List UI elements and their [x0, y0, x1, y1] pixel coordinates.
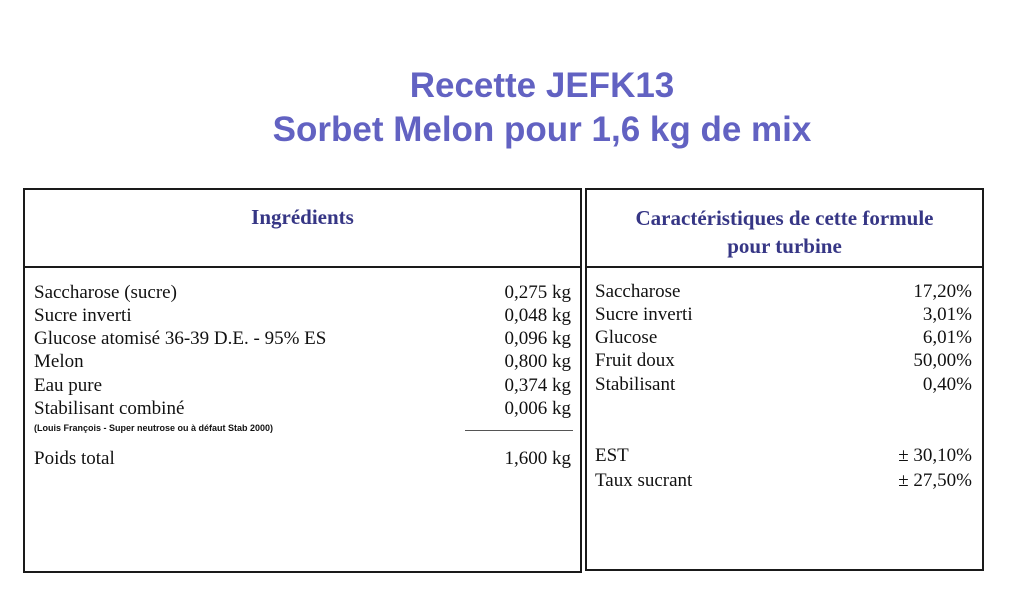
characteristics-heading-line2: pour turbine — [727, 234, 842, 258]
summary-value: ± 27,50% — [898, 470, 972, 491]
ingredient-row — [25, 350, 580, 373]
characteristic-row — [587, 303, 982, 326]
summary-row — [587, 444, 982, 467]
ingredient-qty: 0,275 kg — [504, 282, 571, 303]
characteristic-name: Stabilisant — [595, 374, 676, 395]
characteristic-name: Fruit doux — [595, 350, 675, 371]
characteristic-name: Saccharose — [595, 281, 681, 302]
ingredient-qty: 0,006 kg — [504, 398, 571, 419]
ingredients-heading: Ingrédients — [25, 190, 580, 268]
ingredient-row — [25, 327, 580, 350]
characteristic-value: 0,40% — [922, 374, 972, 395]
ingredient-qty: 0,374 kg — [504, 375, 571, 396]
recipe-subtitle: Sorbet Melon pour 1,6 kg de mix — [272, 110, 812, 149]
ingredient-qty: 0,800 kg — [504, 351, 571, 372]
summary-row — [587, 469, 982, 492]
characteristic-value: 17,20% — [913, 281, 972, 302]
characteristics-table — [585, 188, 984, 571]
ingredient-name: Sucre inverti — [34, 305, 132, 326]
characteristics-heading — [587, 190, 982, 268]
characteristic-row — [587, 280, 982, 303]
stabilizer-note: (Louis François - Super neutrose ou à défaut Stab 2000) — [34, 423, 274, 433]
ingredient-qty: 0,096 kg — [504, 328, 571, 349]
ingredient-name: Melon — [34, 351, 84, 372]
summary-value: ± 30,10% — [898, 445, 972, 466]
summary-name: EST — [595, 445, 629, 466]
ingredient-row — [25, 397, 580, 420]
ingredient-name: Eau pure — [34, 375, 103, 396]
characteristic-row — [587, 349, 982, 372]
characteristic-value: 50,00% — [913, 350, 972, 371]
characteristic-name: Glucose — [595, 327, 658, 348]
characteristic-row — [587, 373, 982, 396]
total-row — [25, 447, 580, 470]
ingredient-row — [25, 281, 580, 304]
ingredient-name: Glucose atomisé 36-39 D.E. - 95% ES — [34, 328, 327, 349]
characteristics-heading-line1: Caractéristiques de cette formule — [635, 206, 934, 230]
summary-name: Taux sucrant — [595, 470, 693, 491]
total-label: Poids total — [34, 448, 115, 469]
ingredient-name: Stabilisant combiné — [34, 398, 185, 419]
characteristic-name: Sucre inverti — [595, 304, 693, 325]
ingredient-qty: 0,048 kg — [504, 305, 571, 326]
ingredient-row — [25, 374, 580, 397]
total-qty: 1,600 kg — [504, 448, 571, 469]
characteristic-value: 6,01% — [922, 327, 972, 348]
ingredient-name: Saccharose (sucre) — [34, 282, 177, 303]
ingredient-row — [25, 304, 580, 327]
sum-divider — [465, 430, 573, 431]
characteristic-value: 3,01% — [922, 304, 972, 325]
characteristic-row — [587, 326, 982, 349]
recipe-title: Recette JEFK13 — [409, 66, 675, 105]
ingredients-table — [23, 188, 582, 573]
